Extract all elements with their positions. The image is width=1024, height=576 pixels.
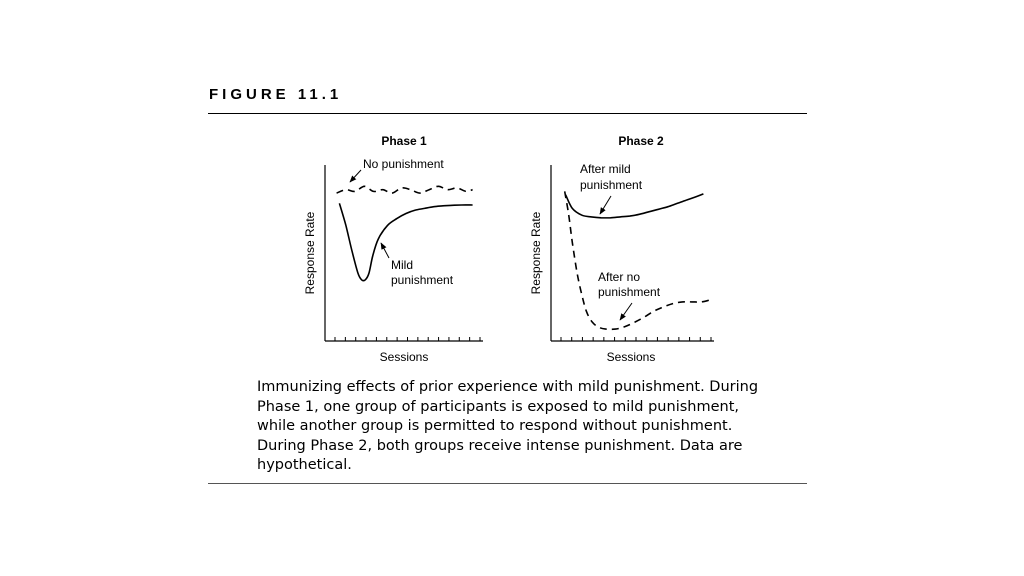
phase2-annotation-after-no-punishment <box>598 270 661 299</box>
phase2-annotation-line: After no <box>598 270 641 284</box>
phase2-annotation-arrow <box>620 303 632 320</box>
phase2-annotation-line: After mild <box>580 162 631 176</box>
phase1-annotation-no-punishment <box>363 157 444 171</box>
phase2-chart-title: Phase 2 <box>618 134 664 148</box>
phase2-annotation-after-mild-punishment <box>580 162 643 192</box>
phase1-annotation-arrow <box>350 170 361 182</box>
figure-label: FIGURE 11.1 <box>209 86 343 103</box>
phase2-series-after-mild-punishment <box>566 194 704 218</box>
phase1-x-axis-label: Sessions <box>379 350 429 364</box>
phase1-chart-title: Phase 1 <box>381 134 427 148</box>
phase2-annotation-line: punishment <box>598 285 661 299</box>
phase1-annotation-line: No punishment <box>363 157 444 171</box>
phase2-series-after-no-punishment <box>565 191 709 329</box>
bottom-rule <box>208 483 807 484</box>
phase2-y-axis-label: Response Rate <box>529 211 543 295</box>
phase1-annotation-arrow <box>381 243 389 258</box>
phase1-annotation-mild-punishment <box>391 258 454 287</box>
phase1-annotation-line: Mild <box>391 258 414 272</box>
phase2-annotation-line: punishment <box>580 178 643 192</box>
phase1-y-axis-label: Response Rate <box>303 211 317 295</box>
phase2-annotation-arrow <box>600 196 611 214</box>
phase1-annotation-line: punishment <box>391 273 454 287</box>
phase2-x-axis-label: Sessions <box>606 350 656 364</box>
phase1-series-no-punishment <box>337 186 473 193</box>
figure-caption: Immunizing effects of prior experience with mild punishment. During Phase 1, one group of participants is exposed to mild punishment, while another group is permitted to respond without punishment. During Phase 2, both groups receive intense punishment. Data are hypothetical. <box>257 379 759 473</box>
